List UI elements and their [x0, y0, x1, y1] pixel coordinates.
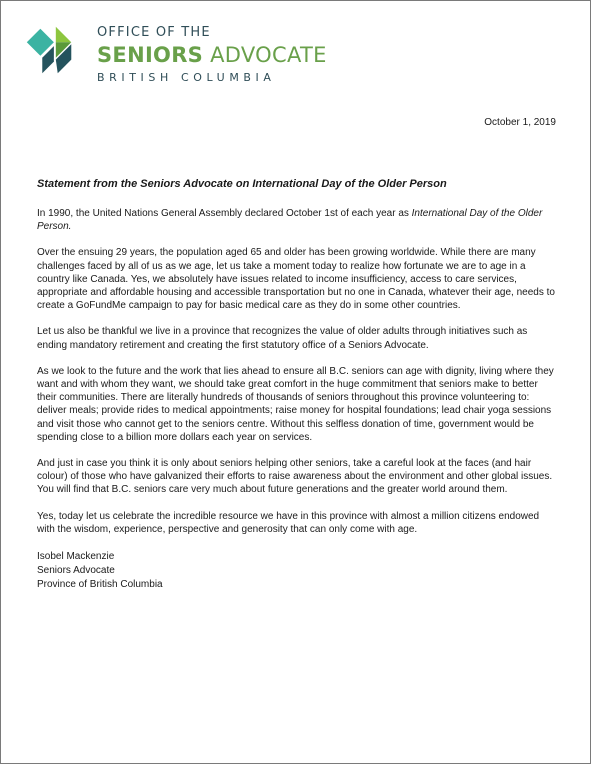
signature-organization: Province of British Columbia — [37, 578, 163, 590]
signature-name: Isobel Mackenzie — [37, 551, 115, 563]
signature-block — [37, 550, 559, 591]
letter-body — [37, 177, 559, 591]
logo-mark-icon — [21, 21, 79, 79]
paragraph-1-text: In 1990, the United Nations General Assembly declared October 1st of each year as — [37, 208, 412, 219]
paragraph-1 — [37, 207, 559, 233]
paragraph-6: Yes, today let us celebrate the incredible resource we have in this province with almost a million citizens endowed with the wisdom, experience, perspective and generosity that can only come with age. — [37, 510, 540, 535]
signature-position: Seniors Advocate — [37, 564, 115, 576]
paragraph-3: Let us also be thankful we live in a province that recognizes the value of older adults through initiatives such as ending mandatory retirement and creating the first statutory office of a Seniors Advocate. — [37, 326, 528, 351]
paragraph-5: And just in case you think it is only about seniors helping other seniors, take a careful look at the faces (and hair colour) of those who have galvanized their efforts to raise awareness about the environment and other global issues. You will find that B.C. seniors care very much about future generations and the greater world around them. — [37, 458, 553, 496]
logo-advocate-word: ADVOCATE — [210, 43, 327, 67]
statement-title: Statement from the Seniors Advocate on International Day of the Older Person — [37, 178, 447, 190]
paragraph-1-italic: International Day of the Older Person. — [37, 208, 543, 233]
logo-text — [97, 25, 327, 85]
paragraph-4: As we look to the future and the work that lies ahead to ensure all B.C. seniors can age with dignity, living where they want and with whom they want, we should take great comfort in the huge commitment that seniors make to better their communities. There are literally hundreds of thousands of seniors throughout this province volunteering to: deliver meals; provide rides to medical appointments; raise money for hospital foundations; lead chair yoga sessions and visit those who cannot get to the seniors centre. Without this selfless donation of time, government would be spending close to a billion more dollars each year on services. — [37, 365, 554, 443]
logo-line-office: OFFICE OF THE — [97, 25, 211, 40]
paragraph-2: Over the ensuing 29 years, the population aged 65 and older has been growing worldwide. While there are many challenges faced by all of us as we age, let us take a moment today to realize how fortunate we are to age in a country like Canada. Yes, we absolutely have issues related to income insufficiency, access to care services, appropriate and affordable housing and accessible transportation but no one in Canada, whatever their age, needs to create a GoFundMe campaign to pay for basic medical care as they do in some other countries. — [37, 247, 555, 312]
office-logo — [21, 21, 327, 85]
logo-seniors-word: SENIORS — [97, 43, 204, 67]
letter-date: October 1, 2019 — [484, 117, 556, 128]
logo-line-seniors-advocate — [97, 43, 327, 67]
logo-line-province: BRITISH COLUMBIA — [97, 71, 276, 84]
